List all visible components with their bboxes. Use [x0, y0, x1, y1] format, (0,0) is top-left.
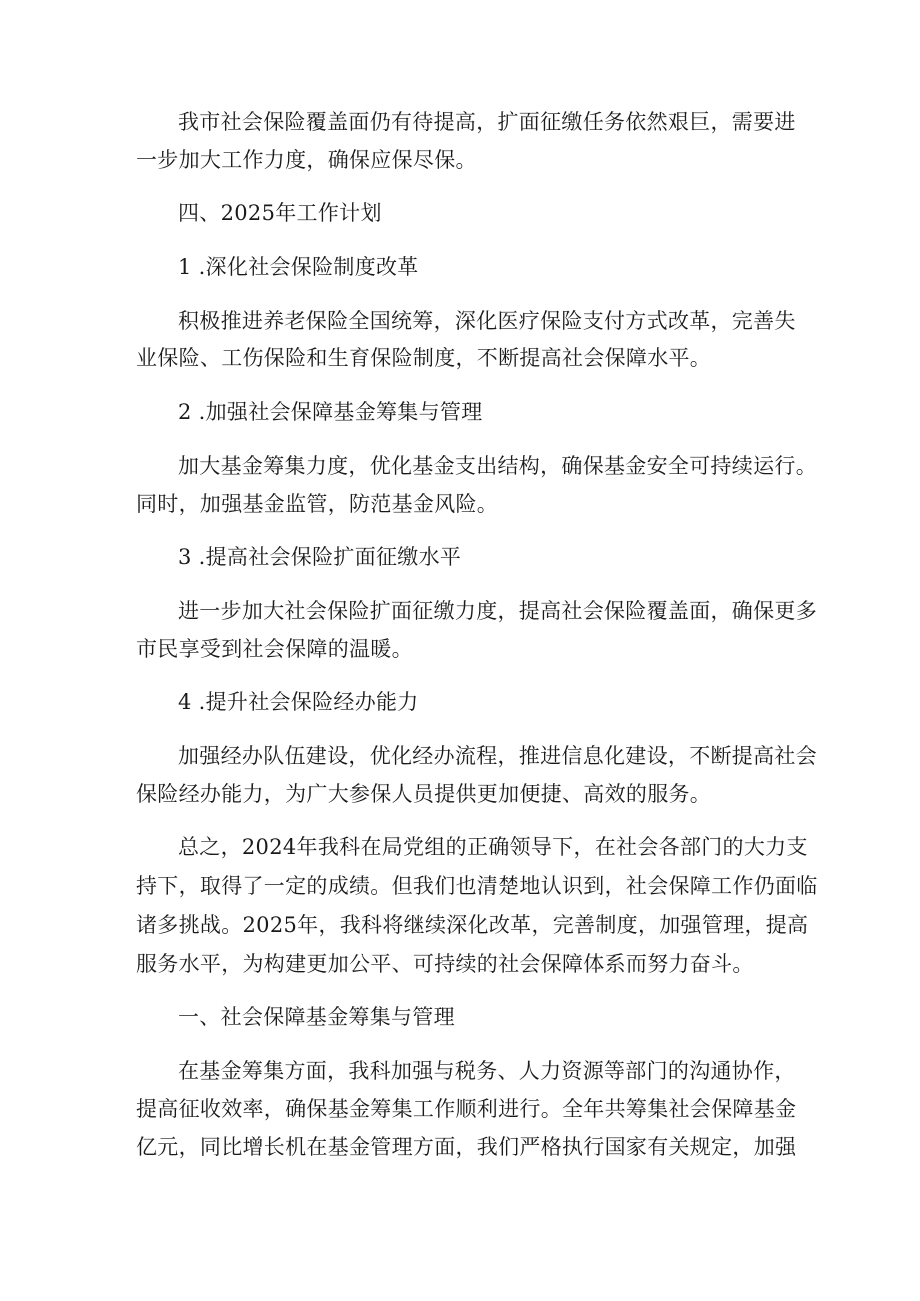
paragraph-line: 同时，加强基金监管，防范基金风险。 — [136, 492, 499, 516]
paragraph-line: 我市社会保险覆盖面仍有待提高，扩面征缴任务依然艰巨，需要进 — [178, 110, 796, 134]
paragraph-line: 持下，取得了一定的成绩。但我们也清楚地认识到，社会保障工作仍面临 — [136, 874, 818, 898]
paragraph-line: 亿元，同比增长机在基金管理方面，我们严格执行国家有关规定，加强 — [136, 1135, 797, 1159]
paragraph-line: 在基金筹集方面，我科加强与税务、人力资源等部门的沟通协作， — [178, 1059, 796, 1083]
paragraph-line: 加强经办队伍建设，优化经办流程，推进信息化建设，不断提高社会 — [178, 744, 817, 768]
paragraph-line: 提高征收效率，确保基金筹集工作顺利进行。全年共筹集社会保障基金 — [136, 1097, 797, 1121]
section-heading: 四、2025年工作计划 — [178, 201, 382, 225]
paragraph-line: 一步加大工作力度，确保应保尽保。 — [136, 148, 477, 172]
paragraph-line: 总之，2024年我科在局党组的正确领导下，在社会各部门的大力支 — [178, 835, 808, 859]
subsection-heading: 3 .提高社会保险扩面征缴水平 — [178, 545, 462, 569]
paragraph-line: 业保险、工伤保险和生育保险制度，不断提高社会保障水平。 — [136, 346, 712, 370]
paragraph-line: 积极推进养老保险全国统筹，深化医疗保险支付方式改革，完善失 — [178, 309, 796, 333]
paragraph-line: 保险经办能力，为广大参保人员提供更加便捷、高效的服务。 — [136, 782, 712, 806]
paragraph-line: 市民享受到社会保障的温暖。 — [136, 637, 413, 661]
paragraph-line: 加大基金筹集力度，优化基金支出结构，确保基金安全可持续运行。 — [178, 454, 817, 478]
subsection-heading: 4 .提升社会保险经办能力 — [178, 690, 419, 714]
paragraph-line: 进一步加大社会保险扩面征缴力度，提高社会保险覆盖面，确保更多 — [178, 599, 817, 623]
paragraph-line: 诸多挑战。2025年，我科将继续深化改革，完善制度，加强管理，提高 — [136, 913, 809, 937]
subsection-heading: 2 .加强社会保障基金筹集与管理 — [178, 400, 483, 424]
paragraph-line: 服务水平，为构建更加公平、可持续的社会保障体系而努力奋斗。 — [136, 952, 754, 976]
subsection-heading: 1 .深化社会保险制度改革 — [178, 255, 419, 279]
section-heading: 一、社会保障基金筹集与管理 — [178, 1005, 455, 1029]
